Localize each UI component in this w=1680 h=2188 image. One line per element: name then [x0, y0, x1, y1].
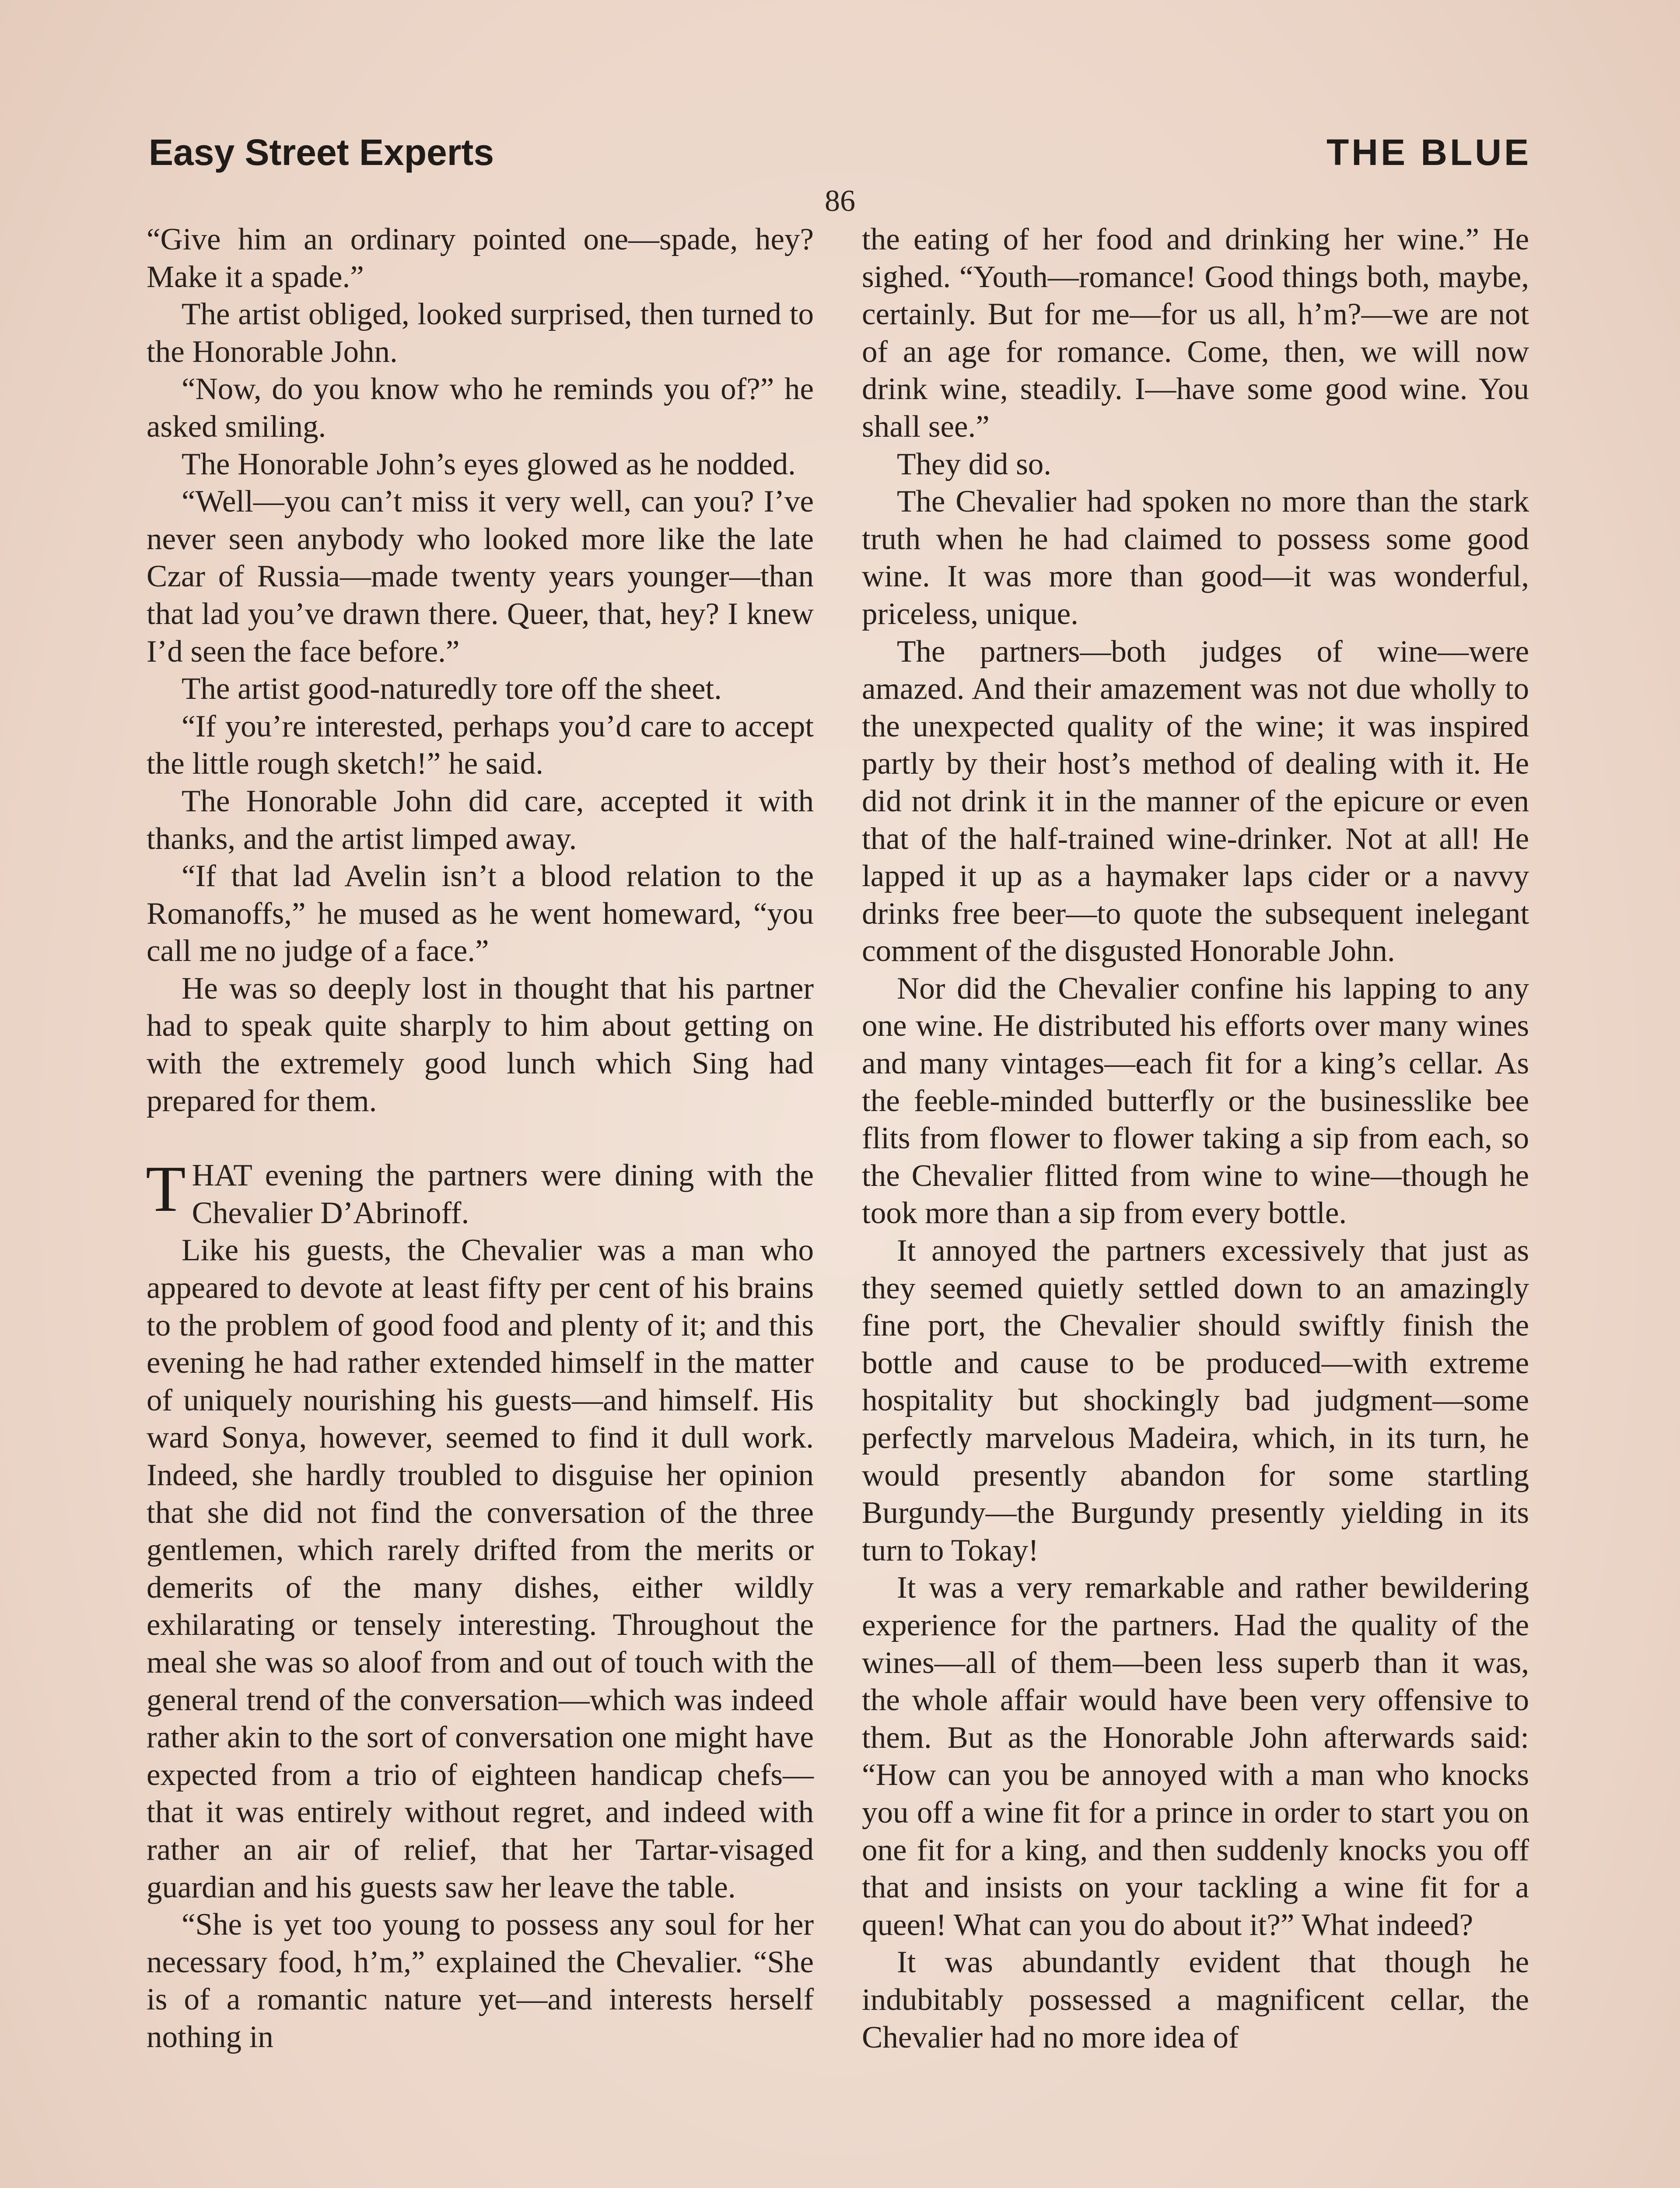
- paragraph: The artist obliged, looked surprised, then turned to the Honorable John.: [147, 297, 814, 369]
- dropcap-paragraph-text: HAT evening the partners were dining with the Chevalier D’Abrinoff.: [192, 1158, 814, 1230]
- paragraph: It annoyed the partners excessively that just as they seemed quietly settled down to an amazingly fine port, the Chevalier should swiftly finish the bottle and cause to be produced—with extreme hospitality but shockingly bad judgment—some perfectly marvelous Madeira, which, in its turn, he would presently abandon for some startling Burgundy—the Burgundy presently yielding in its turn to Tokay!: [862, 1234, 1529, 1567]
- left-column: [147, 221, 814, 2056]
- section-break: [147, 1120, 814, 1157]
- paragraph: “Give him an ordinary pointed one—spade, hey? Make it a spade.”: [147, 222, 814, 294]
- paragraph: He was so deeply lost in thought that his partner had to speak quite sharply to him about getting on with the extremely good lunch which Sing had prepared for them.: [147, 971, 814, 1118]
- dropcap-paragraph: [146, 1153, 814, 1232]
- page-number: 86: [825, 184, 855, 218]
- paragraph: They did so.: [897, 447, 1051, 481]
- paragraph: Like his guests, the Chevalier was a man who appeared to devote at least fifty per cent of his brains to the problem of good food and plenty of it; and this evening he had rather extended himself in the matter of uniquely nourishing his guests—and himself. His ward Sonya, however, seemed to find it dull work. Indeed, she hardly troubled to disguise her opinion that she did not find the conversation of the three gentlemen, which rarely drifted from the merits or demerits of the many dishes, either wildly exhilarating or tensely interesting. Throughout the meal she was so aloof from and out of touch with the general trend of the conversation—which was indeed rather akin to the sort of conversation one might have expected from a trio of eighteen handicap chefs—that it was entirely without regret, and indeed with rather an air of relief, that her Tartar-visaged guardian and his guests saw her leave the table.: [147, 1233, 814, 1904]
- paragraph: “Now, do you know who he reminds you of?” he asked smiling.: [147, 372, 814, 444]
- paragraph: It was a very remarkable and rather bewildering experience for the partners. Had the quality of the wines—all of them—been less superb than it was, the whole affair would have been very offensive to them. But as the Honorable John afterwards said: “How can you be annoyed with a man who knocks you off a wine fit for a prince in order to start you on one fit for a king, and then suddenly knocks you off that and insists on your tackling a wine fit for a queen! What can you do about it?” What indeed?: [862, 1571, 1529, 1942]
- section-title: Easy Street Experts: [149, 132, 494, 173]
- paragraph: “Well—you can’t miss it very well, can you? I’ve never seen anybody who looked more like the late Czar of Russia—made twenty years younger—than that lad you’ve drawn there. Queer, that, hey? I knew I’d seen the face before.”: [147, 484, 814, 669]
- paragraph: Nor did the Chevalier confine his lapping to any one wine. He distributed his efforts over many wines and many vintages—each fit for a king’s cellar. As the feeble-minded butterfly or the businesslike bee flits from flower to flower taking a sip from each, so the Chevalier flitted from wine to wine—though he took more than a sip from every bottle.: [862, 971, 1529, 1231]
- paragraph: The partners—both judges of wine—were amazed. And their amazement was not due wholly to the unexpected quality of the wine; it was inspired partly by their host’s method of dealing with it. He did not drink it in the manner of the epicure or even that of the half-trained wine-drinker. Not at all! He lapped it up as a haymaker laps cider or a navvy drinks free beer—to quote the subsequent inelegant comment of the disgusted Honorable John.: [862, 634, 1529, 968]
- dropcap-letter: T: [146, 1153, 186, 1226]
- paragraph: “If you’re interested, perhaps you’d care to accept the little rough sketch!” he said.: [147, 709, 814, 781]
- paragraph: “If that lad Avelin isn’t a blood relation to the Romanoffs,” he mused as he went homeward, “you call me no judge of a face.”: [147, 859, 814, 968]
- paragraph: It was abundantly evident that though he indubitably possessed a magnificent cellar, the Chevalier had no more idea of: [862, 1945, 1529, 2055]
- paragraph: “She is yet too young to possess any soul for her necessary food, h’m,” explained the Chevalier. “She is of a romantic nature yet—and interests herself nothing in: [147, 1907, 814, 2054]
- paragraph: the eating of her food and drinking her wine.” He sighed. “Youth—romance! Good things both, maybe, certainly. But for me—for us all, h’m?—we are not of an age for romance. Come, then, we will now drink wine, steadily. I—have some good wine. You shall see.”: [862, 222, 1529, 444]
- paragraph: The Honorable John did care, accepted it with thanks, and the artist limped away.: [147, 784, 814, 856]
- paragraph: The Honorable John’s eyes glowed as he nodded.: [182, 447, 796, 481]
- magazine-title: THE BLUE: [1326, 132, 1531, 173]
- paragraph: The artist good-naturedly tore off the sheet.: [182, 672, 722, 706]
- right-column: [862, 221, 1529, 2056]
- paragraph: The Chevalier had spoken no more than the stark truth when he had claimed to possess some good wine. It was more than good—it was wonderful, priceless, unique.: [862, 484, 1529, 631]
